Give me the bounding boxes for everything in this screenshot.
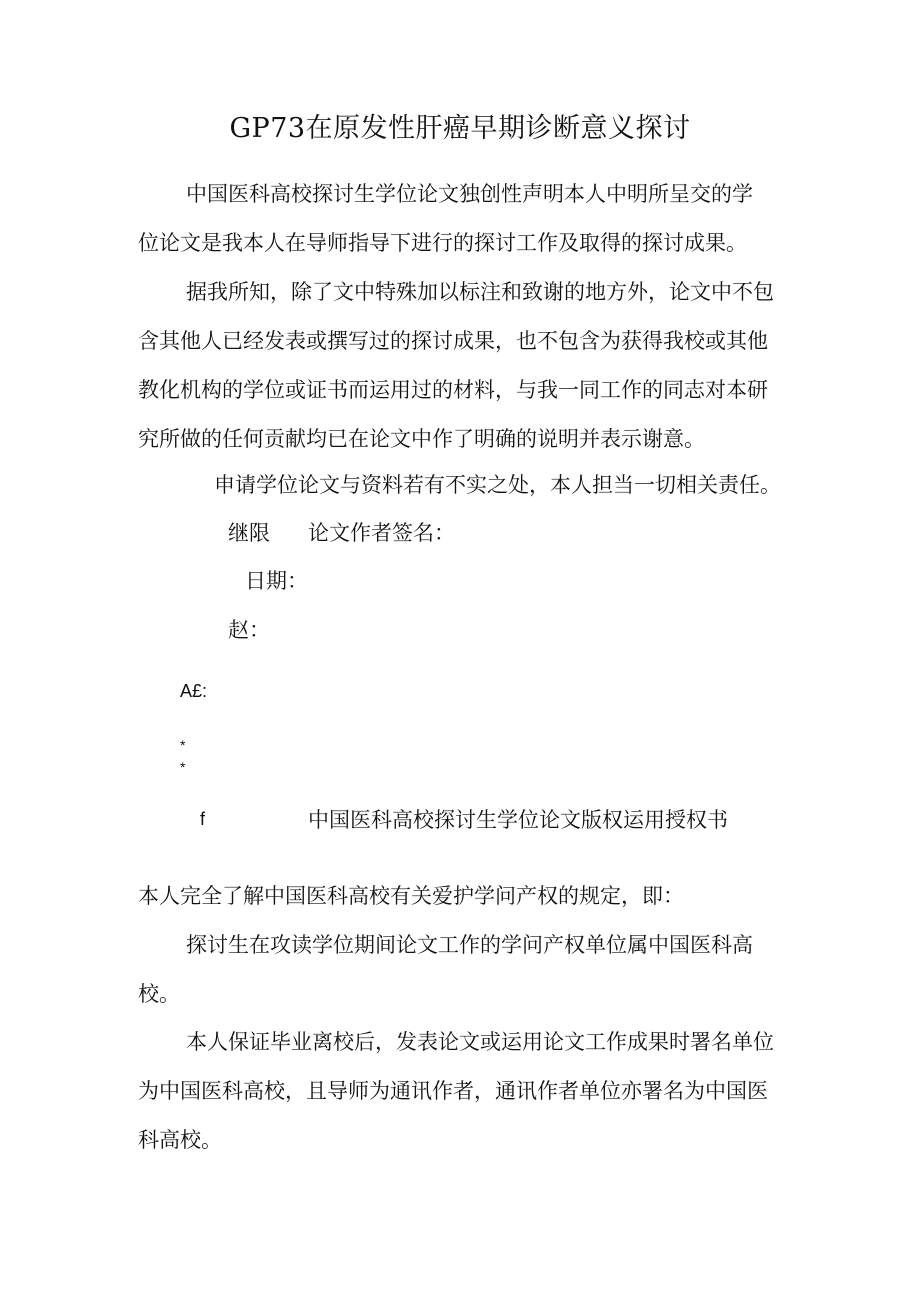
stray-ae-text: A£: — [180, 681, 208, 701]
stray-f-text: f — [200, 809, 206, 829]
page-title: GP73在原发性肝癌早期诊断意义探讨 — [229, 113, 691, 144]
date-label: 日期： — [245, 569, 308, 593]
stray-star-1: * — [180, 737, 186, 753]
authorization-line-5: 为中国医科高校，且导师为通讯作者，通讯作者单位亦署名为中国医 — [138, 1079, 768, 1103]
declaration-line-5: 教化机构的学位或证书而运用过的材料，与我一同工作的同志对本研 — [138, 378, 768, 402]
signature-prefix: 继限 — [228, 521, 270, 545]
authorization-line-2: 探讨生在攻读学位期间论文工作的学问产权单位属中国医科高 — [186, 933, 753, 957]
authorization-line-4: 本人保证毕业离校后，发表论文或运用论文工作成果时署名单位 — [186, 1030, 774, 1054]
declaration-line-3: 据我所知，除了文中特殊加以标注和致谢的地方外，论文中不包 — [186, 280, 774, 304]
declaration-line-2: 位论文是我本人在导师指导下进行的探讨工作及取得的探讨成果。 — [138, 231, 747, 255]
declaration-line-1: 中国医科高校探讨生学位论文独创性声明本人中明所呈交的学 — [186, 182, 753, 206]
authorization-line-6: 科高校。 — [138, 1128, 222, 1152]
authorization-line-3: 校。 — [138, 982, 180, 1006]
authorization-heading: 中国医科高校探讨生学位论文版权运用授权书 — [308, 808, 728, 832]
zhao-label: 赵： — [228, 618, 270, 642]
signature-label: 论文作者签名： — [308, 521, 455, 545]
stray-star-2: * — [180, 759, 186, 775]
declaration-line-7: 申请学位论文与资料若有不实之处，本人担当一切相关责任。 — [214, 473, 781, 497]
declaration-line-6: 究所做的任何贡献均已在论文中作了明确的说明并表示谢意。 — [138, 427, 705, 451]
declaration-line-4: 含其他人已经发表或撰写过的探讨成果，也不包含为获得我校或其他 — [138, 329, 768, 353]
authorization-line-1: 本人完全了解中国医科高校有关爱护学问产权的规定，即： — [138, 884, 684, 908]
